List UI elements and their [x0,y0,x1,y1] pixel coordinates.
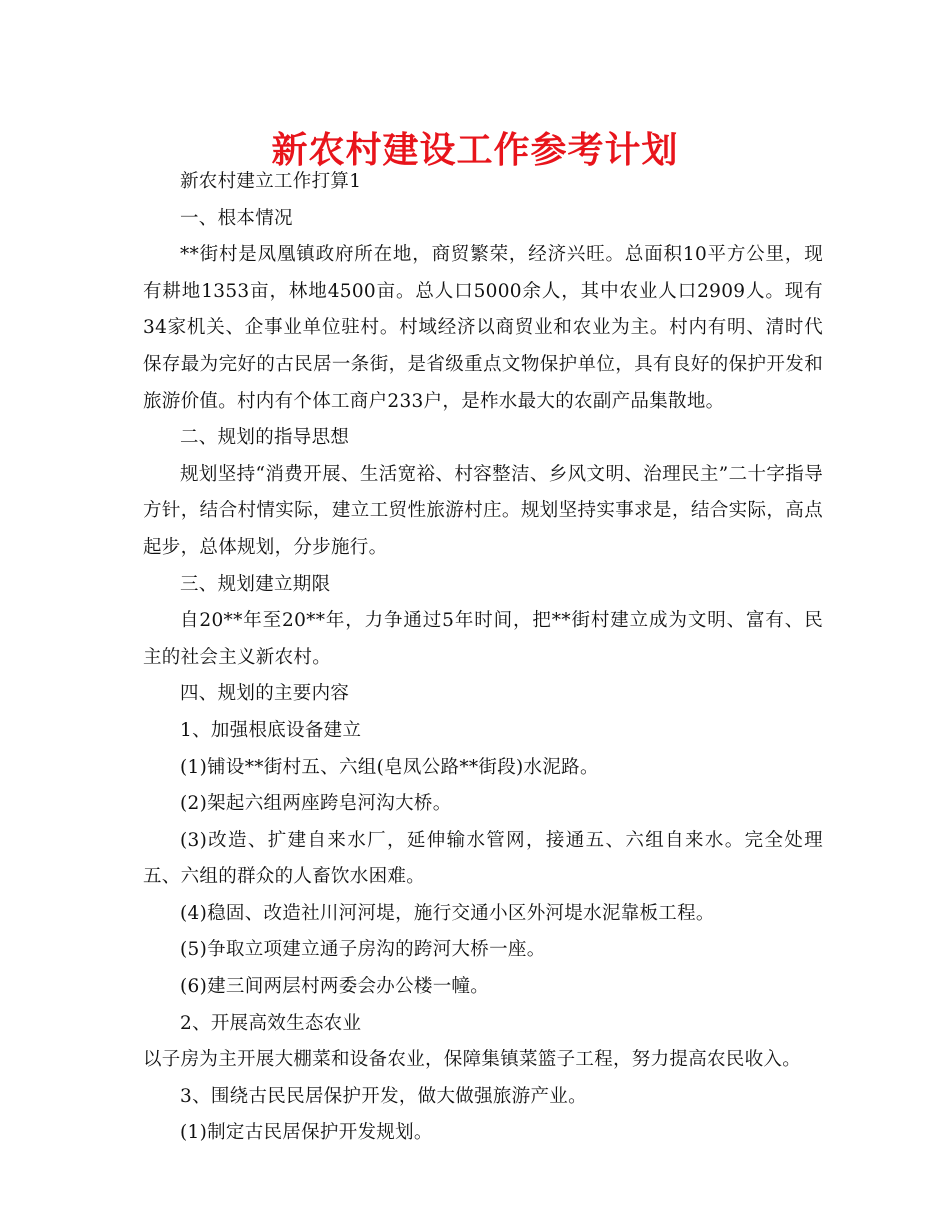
section-heading-basic-situation: 一、根本情况 [180,207,293,229]
paragraph-guiding-thought: 规划坚持“消费开展、生活宽裕、村容整洁、乡风文明、治理民主”二十字指导方针，结合村情实际，建立工贸性旅游村庄。规划坚持实事求是，结合实际，高点起步，总体规划，分步施行。 [143,463,823,558]
section-heading-main-content: 四、规划的主要内容 [180,683,350,705]
paragraph-plan-subtitle: 新农村建立工作打算1 [180,171,362,192]
document-title: 新农村建设工作参考计划 [271,129,679,171]
paragraph-basic-situation: **街村是凤凰镇政府所在地，商贸繁荣，经济兴旺。总面积10平方公里，现有耕地1353亩，林地4500亩。总人口5000余人，其中农业人口2909人。现有34家机关、企事业单位驻村。村域经济以商贸业和农业为主。村内有明、清时代保存最为完好的古民居一条街，是省级重点文物保护单位，具有良好的保护开发和旅游价值。村内有个体工商户233户，是柞水最大的农副产品集散地。 [143,244,823,412]
list-item-bridges: (2)架起六组两座跨皂河沟大桥。 [180,793,452,815]
paragraph-period: 自20**年至20**年，力争通过5年时间，把**街村建立成为文明、富有、民主的社会主义新农村。 [143,610,823,668]
list-item-river-embankment: (4)稳固、改造社川河河堤，施行交通小区外河堤水泥靠板工程。 [180,902,715,924]
list-item-office-building: (6)建三间两层村两委会办公楼一幢。 [180,976,490,998]
section-heading-period: 三、规划建立期限 [180,573,331,595]
list-item-road: (1)铺设**街村五、六组(皂凤公路**街段)水泥路。 [180,756,599,778]
document-body [143,164,823,1152]
subheading-eco-agriculture: 2、开展高效生态农业 [180,1012,362,1034]
subheading-infrastructure: 1、加强根底设备建立 [180,719,362,741]
list-item-water-plant: (3)改造、扩建自来水厂，延伸输水管网，接通五、六组自来水。完全处理五、六组的群众的人畜饮水困难。 [143,829,823,888]
section-heading-guiding-thought: 二、规划的指导思想 [180,427,350,449]
list-item-river-bridge: (5)争取立项建立通子房沟的跨河大桥一座。 [180,939,546,961]
paragraph-eco-agriculture: 以子房为主开展大棚菜和设备农业，保障集镇菜篮子工程，努力提高农民收入。 [143,1049,802,1071]
list-item-preservation-plan: (1)制定古民居保护开发规划。 [180,1122,433,1144]
subheading-tourism: 3、围绕古民民居保护开发，做大做强旅游产业。 [180,1085,587,1107]
